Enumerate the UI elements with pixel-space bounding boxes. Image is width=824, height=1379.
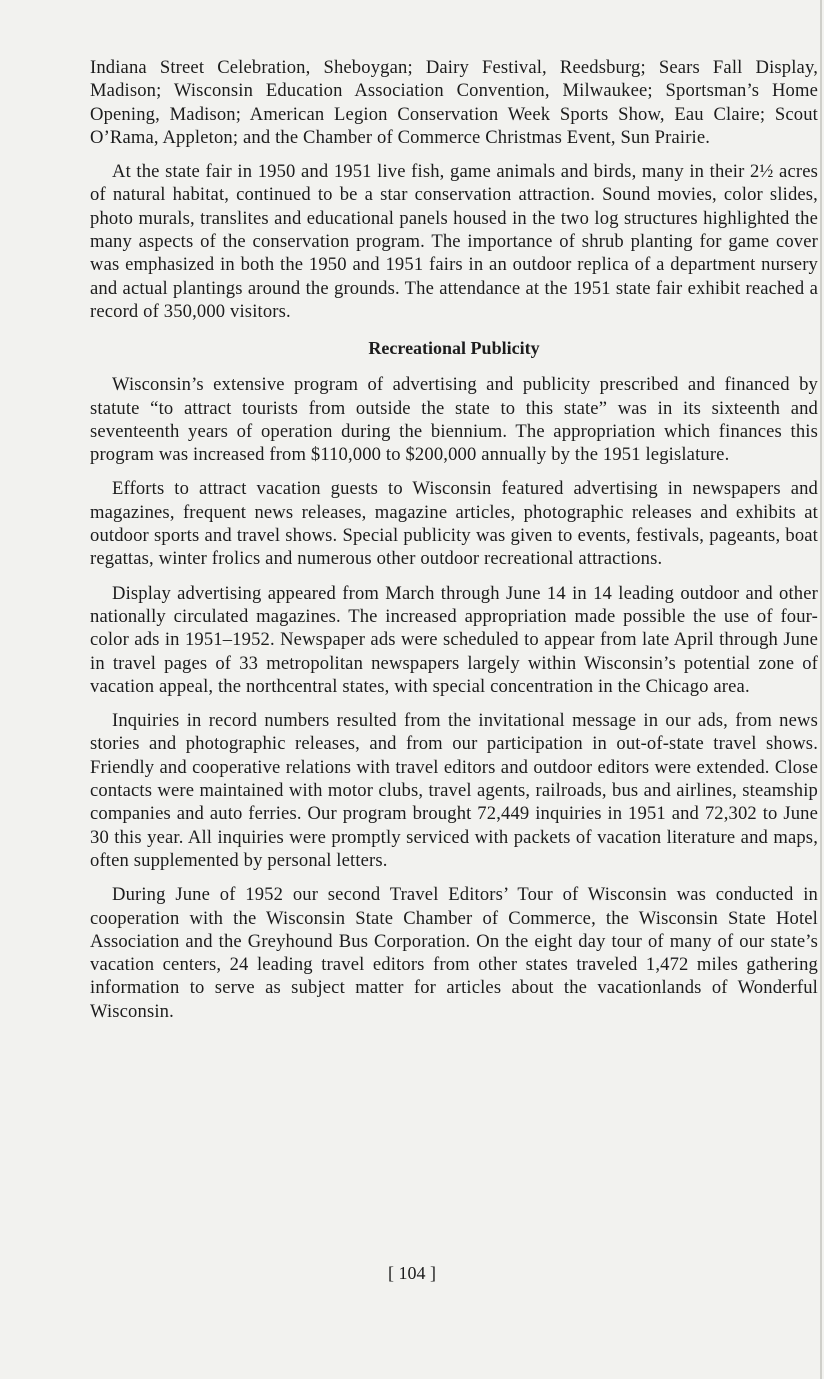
paragraph-statute: Wisconsin’s extensive program of advertising and publicity prescribed and financed by statute “to attract tourists from outside the state to this state” was in its sixteenth and seventeenth years of operation during the biennium. The appropriation which finances this program was increased from $110,000 to $200,000 annually by the 1951 legislature.: [90, 374, 818, 466]
page-body: [90, 56, 818, 1034]
section-heading: Recreational Publicity: [368, 338, 540, 359]
paragraph-editors-tour: During June of 1952 our second Travel Editors’ Tour of Wisconsin was conducted in cooperation with the Wisconsin State Chamber of Commerce, the Wisconsin State Hotel Association and the Greyhound Bus Corporation. On the eight day tour of many of our state’s vacation centers, 24 leading travel editors from other states traveled 1,472 miles gathering information to serve as subject matter for articles about the vacationlands of Wonderful Wisconsin.: [90, 884, 818, 1022]
paragraph-state-fair: At the state fair in 1950 and 1951 live fish, game animals and birds, many in their 2½ acres of natural habitat, continued to be a star conservation attraction. Sound movies, color slides, photo murals, translites and educational panels housed in the two log structures highlighted the many aspects of the conservation program. The importance of shrub planting for game cover was emphasized in both the 1950 and 1951 fairs in an outdoor replica of a department nursery and actual plantings around the grounds. The attendance at the 1951 state fair exhibit reached a record of 350,000 visitors.: [90, 161, 818, 322]
paragraph-display-advertising: Display advertising appeared from March through June 14 in 14 leading outdoor and other nationally circulated magazines. The increased appropriation made possible the use of four-color ads in 1951–1952. Newspaper ads were scheduled to appear from late April through June in travel pages of 33 metropolitan newspapers largely within Wisconsin’s potential zone of vacation appeal, the northcentral states, with special concentration in the Chicago area.: [90, 582, 818, 697]
paragraph-continued: Indiana Street Celebration, Sheboygan; Dairy Festival, Reedsburg; Sears Fall Display, Madison; Wisconsin Education Association Convention, Milwaukee; Sportsman’s Home Opening, Madison; American Legion Conservation Week Sports Show, Eau Claire; Scout O’Rama, Appleton; and the Chamber of Commerce Christmas Event, Sun Prairie.: [90, 57, 818, 148]
page-number: [ 104 ]: [388, 1263, 436, 1283]
paragraph-efforts: Efforts to attract vacation guests to Wisconsin featured advertising in newspapers and magazines, frequent news releases, magazine articles, photographic releases and exhibits at outdoor sports and travel shows. Special publicity was given to events, festivals, pageants, boat regattas, winter frolics and numerous other outdoor recreational attractions.: [90, 478, 818, 570]
paragraph-inquiries: Inquiries in record numbers resulted from the invitational message in our ads, from news stories and photographic releases, and from our participation in out-of-state travel shows. Friendly and cooperative relations with travel editors and outdoor editors were extended. Close contacts were maintained with motor clubs, travel agents, railroads, bus and airlines, steamship companies and auto ferries. Our program brought 72,449 inquiries in 1951 and 72,302 to June 30 this year. All inquiries were promptly serviced with packets of vacation literature and maps, often supplemented by personal letters.: [90, 710, 818, 871]
page-edge-divider: [820, 0, 822, 1379]
